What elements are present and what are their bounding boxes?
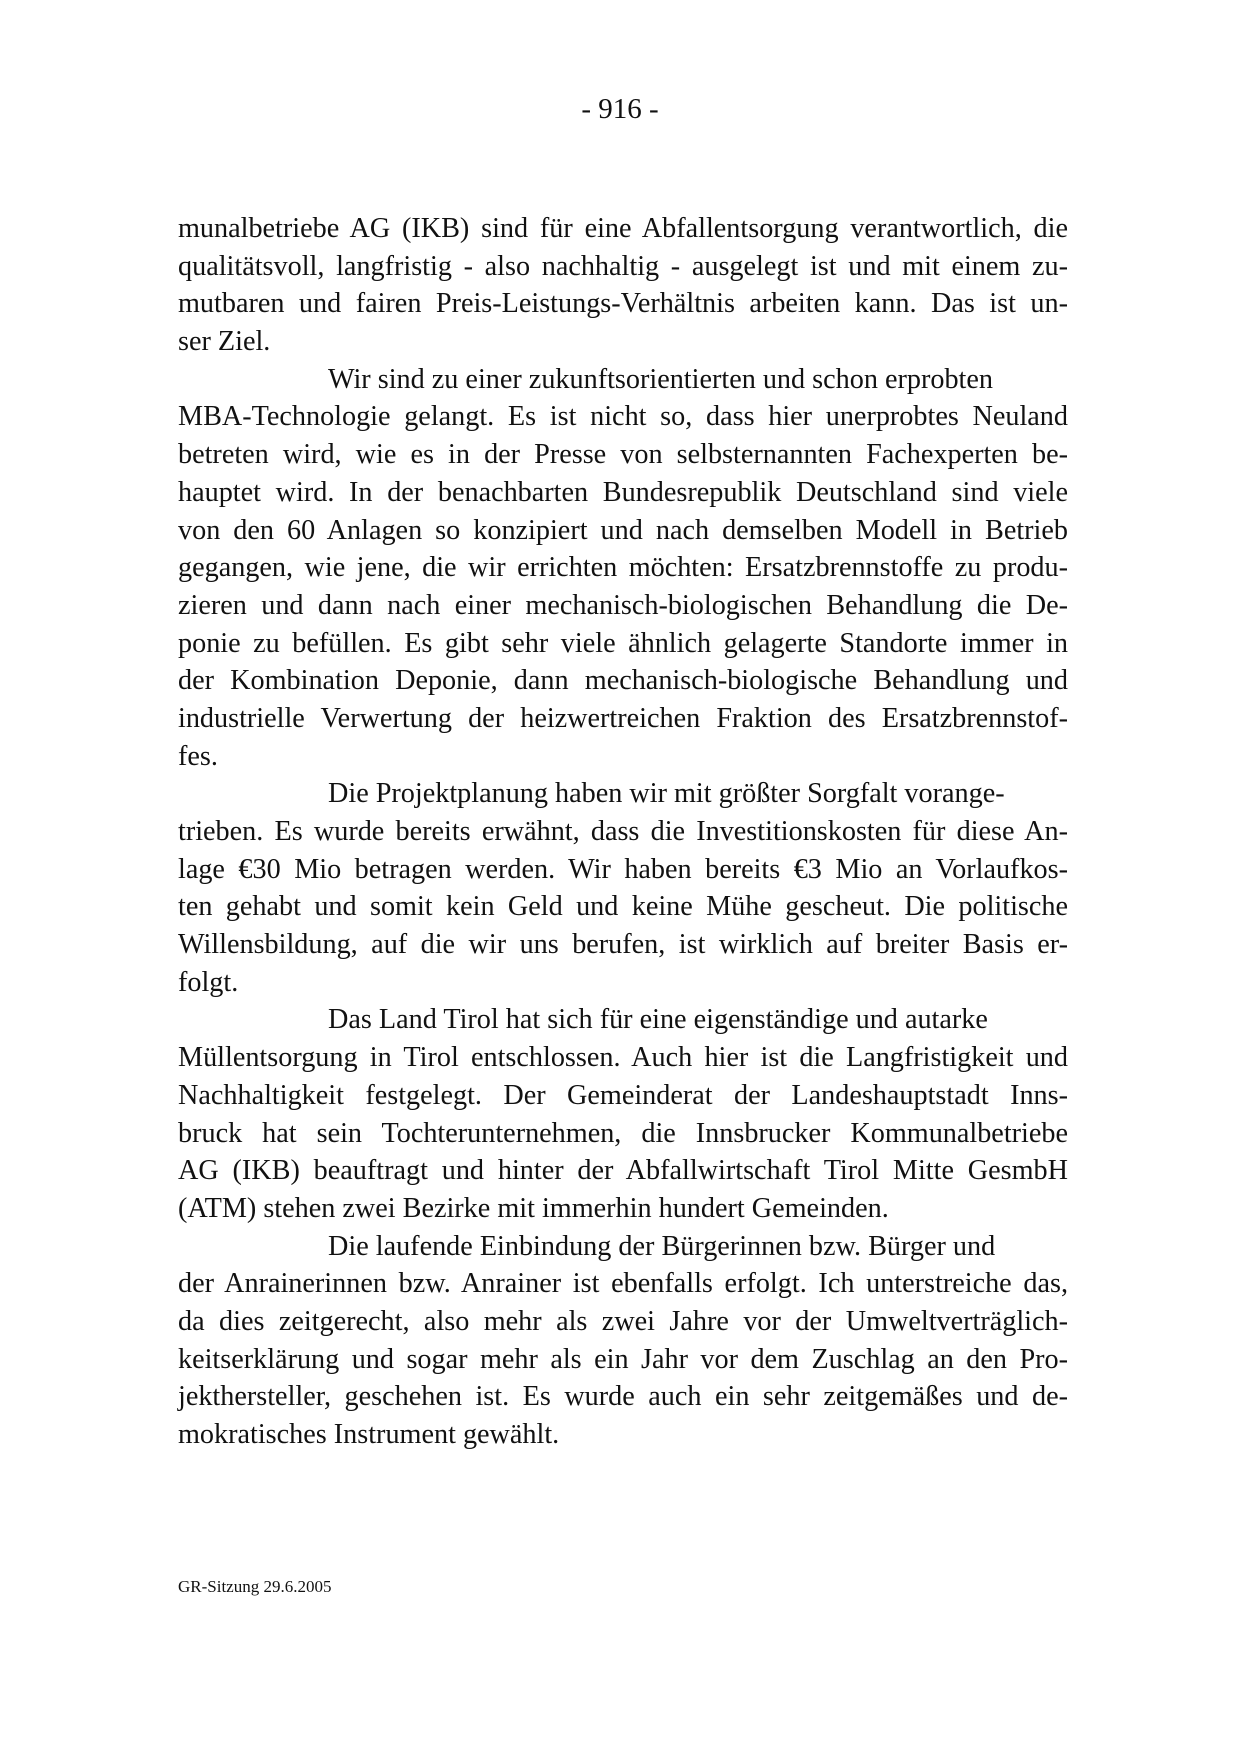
text-line: der Kombination Deponie, dann mechanisch-biologische Behandlung und — [178, 665, 1068, 697]
text-line: Die Projektplanung haben wir mit größter Sorgfalt vorange- — [328, 778, 1005, 810]
text-line: ponie zu befüllen. Es gibt sehr viele ähnlich gelagerte Standorte immer in — [178, 627, 1068, 659]
text-line: Müllentsorgung in Tirol entschlossen. Auch hier ist die Langfristigkeit und — [178, 1042, 1068, 1074]
text-line: fes. — [178, 740, 218, 772]
text-line: ser Ziel. — [178, 326, 271, 358]
text-line: der Anrainerinnen bzw. Anrainer ist ebenfalls erfolgt. Ich unterstreiche das, — [178, 1268, 1068, 1300]
text-line: Wir sind zu einer zukunftsorientierten und schon erprobten — [328, 363, 993, 395]
body-text — [178, 210, 1068, 1454]
text-line: mokratisches Instrument gewählt. — [178, 1419, 560, 1450]
text-line: qualitätsvoll, langfristig - also nachhaltig - ausgelegt ist und mit einem zu- — [178, 250, 1068, 282]
text-line: Nachhaltigkeit festgelegt. Der Gemeinderat der Landeshauptstadt Inns- — [178, 1079, 1068, 1111]
text-line: bruck hat sein Tochterunternehmen, die Innsbrucker Kommunalbetriebe — [178, 1117, 1068, 1149]
paragraph — [178, 1228, 1068, 1454]
text-line: MBA-Technologie gelangt. Es ist nicht so, dass hier unerprobtes Neuland — [178, 401, 1068, 433]
text-line: (ATM) stehen zwei Bezirke mit immerhin hundert Gemeinden. — [178, 1192, 889, 1224]
paragraph — [178, 361, 1068, 776]
text-line: trieben. Es wurde bereits erwähnt, dass die Investitionskosten für diese An- — [178, 816, 1068, 847]
text-line: hauptet wird. In der benachbarten Bundesrepublik Deutschland sind viele — [178, 476, 1068, 508]
text-line: ten gehabt und somit kein Geld und keine Mühe gescheut. Die politische — [178, 891, 1068, 923]
text-line: AG (IKB) beauftragt und hinter der Abfallwirtschaft Tirol Mitte GesmbH — [178, 1155, 1068, 1187]
page-number: - 916 - — [581, 93, 659, 125]
footer-session-date: GR-Sitzung 29.6.2005 — [178, 1577, 332, 1596]
text-line: Die laufende Einbindung der Bürgerinnen bzw. Bürger und — [328, 1230, 996, 1262]
text-line: keitserklärung und sogar mehr als ein Jahr vor dem Zuschlag an den Pro- — [178, 1343, 1068, 1375]
text-line: Willensbildung, auf die wir uns berufen, ist wirklich auf breiter Basis er- — [178, 929, 1068, 961]
paragraph — [178, 775, 1068, 1001]
text-line: munalbetriebe AG (IKB) sind für eine Abfallentsorgung verantwortlich, die — [178, 213, 1068, 244]
text-line: da dies zeitgerecht, also mehr als zwei Jahre vor der Umweltverträglich- — [178, 1305, 1068, 1337]
text-line: Das Land Tirol hat sich für eine eigenständige und autarke — [328, 1004, 988, 1036]
text-line: mutbaren und fairen Preis-Leistungs-Verhältnis arbeiten kann. Das ist un- — [178, 288, 1068, 320]
text-line: von den 60 Anlagen so konzipiert und nach demselben Modell in Betrieb — [178, 514, 1068, 546]
text-line: folgt. — [178, 966, 239, 998]
text-line: lage €30 Mio betragen werden. Wir haben bereits €3 Mio an Vorlaufkos- — [178, 853, 1068, 885]
text-line: jekthersteller, geschehen ist. Es wurde auch ein sehr zeitgemäßes und de- — [178, 1381, 1068, 1413]
text-line: gegangen, wie jene, die wir errichten möchten: Ersatzbrennstoffe zu produ- — [178, 552, 1068, 584]
paragraph — [178, 210, 1068, 361]
text-line: industrielle Verwertung der heizwertreichen Fraktion des Ersatzbrennstof- — [178, 702, 1068, 734]
paragraph — [178, 1001, 1068, 1227]
text-line: betreten wird, wie es in der Presse von selbsternannten Fachexperten be- — [178, 439, 1068, 471]
text-line: zieren und dann nach einer mechanisch-biologischen Behandlung die De- — [178, 589, 1068, 621]
